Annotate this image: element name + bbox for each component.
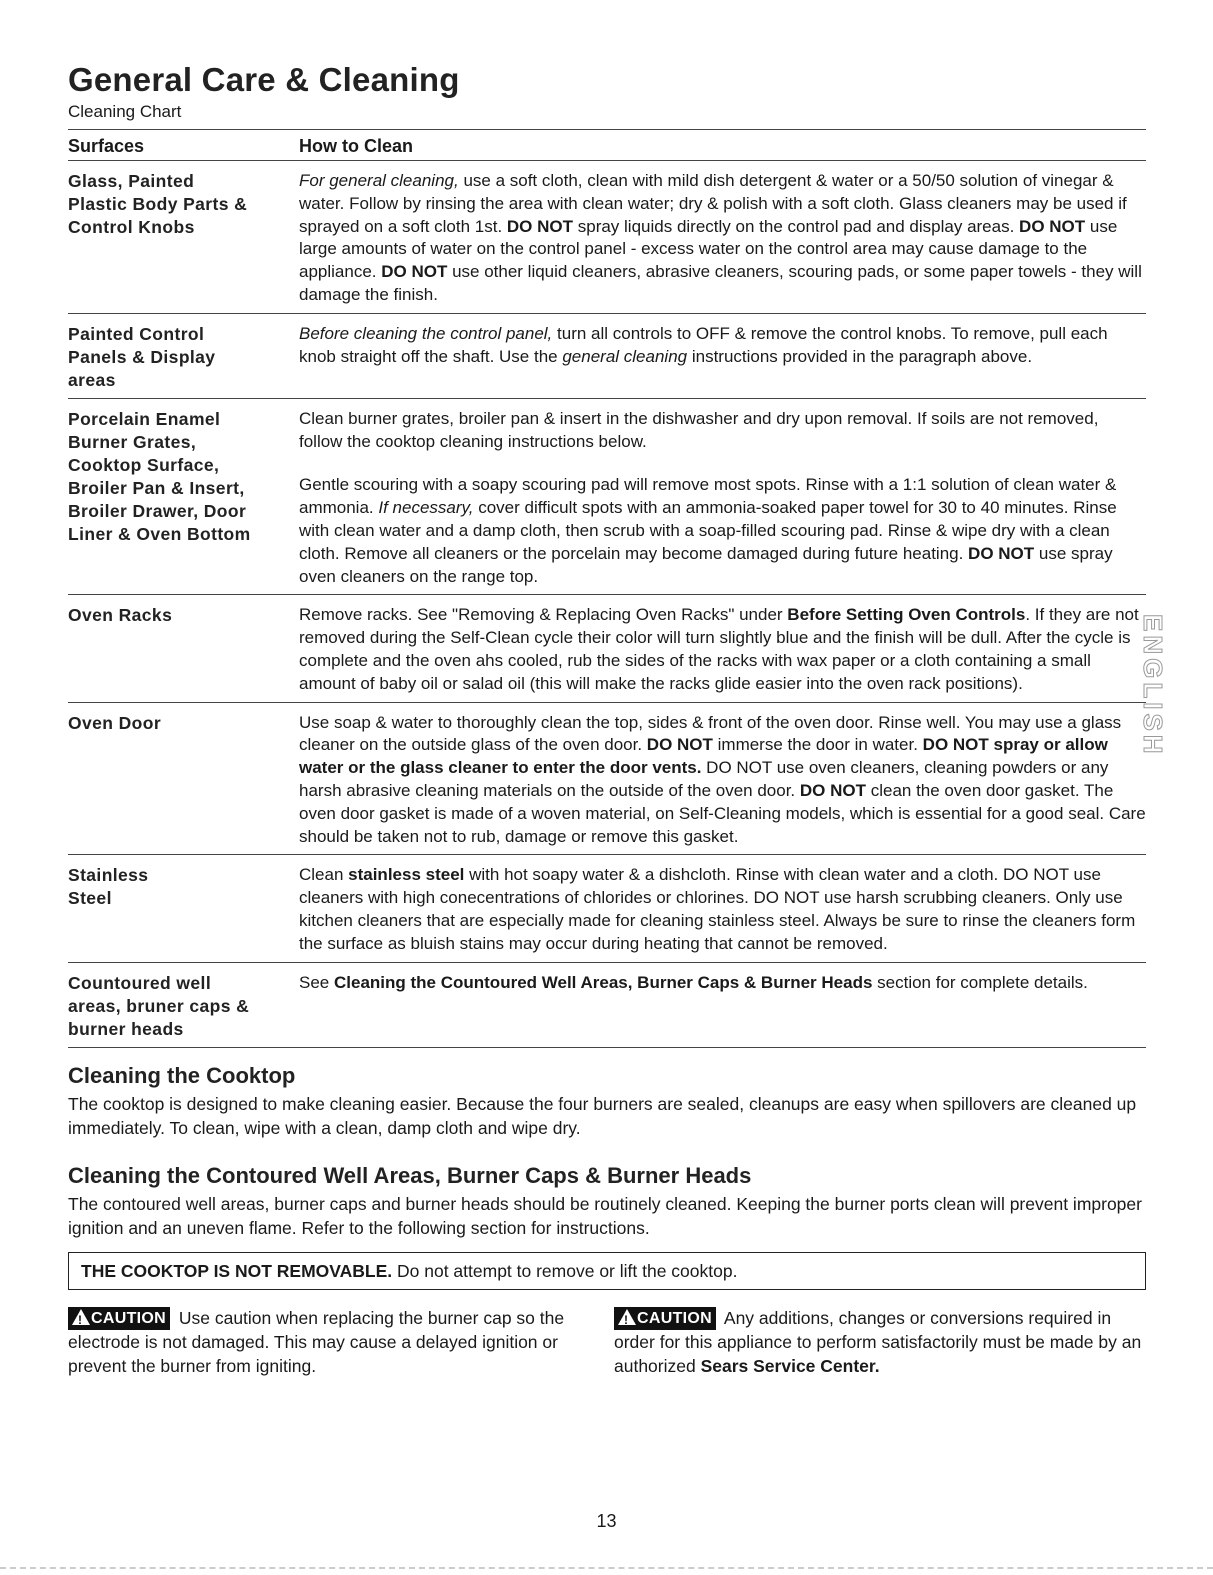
page-title: General Care & Cleaning bbox=[68, 61, 460, 98]
instruction-text: Before cleaning the control panel, bbox=[299, 323, 553, 343]
surface-line: areas bbox=[68, 369, 116, 390]
instruction-text: use a soft cloth, clean with mild dish detergent & water or a 50/50 solution of vinegar & water. Follow by rinsing the area with clean water; dry & polish with a soft cloth. Glass cleaners may be used if sprayed on a soft cloth 1st. bbox=[299, 171, 1127, 236]
instruction-text: DO NOT bbox=[1019, 216, 1086, 236]
instruction-text: Clean burner grates, broiler pan & insert in the dishwasher and dry upon removal. If soils are not removed, follow the cooktop cleaning instructions below. bbox=[299, 408, 1099, 451]
cleaning-instructions bbox=[299, 323, 1146, 392]
instruction-paragraph bbox=[299, 323, 1146, 369]
caution-left bbox=[68, 1306, 572, 1378]
surface-name bbox=[68, 604, 299, 695]
side-tab-label: ENGLISH bbox=[1138, 614, 1168, 758]
caution-badge bbox=[68, 1307, 170, 1330]
surface-line: Oven Racks bbox=[68, 605, 173, 626]
instruction-text: Use soap & water to thoroughly clean the top, sides & front of the oven door. Rinse well. You may use a glass cleaner on the outside glass of the oven door. bbox=[299, 712, 1122, 755]
chart-row bbox=[68, 963, 1146, 1048]
surface-line: Control Knobs bbox=[68, 217, 195, 237]
cleaning-chart bbox=[68, 161, 1146, 1048]
chart-row bbox=[68, 314, 1146, 399]
chart-row bbox=[68, 595, 1146, 702]
surface-line: Burner Grates, bbox=[68, 431, 197, 452]
surface-line: Broiler Drawer, Door bbox=[68, 500, 247, 521]
surface-line: burner heads bbox=[68, 1018, 184, 1039]
instruction-text: spray liquids directly on the control pad and display areas. bbox=[573, 216, 1020, 236]
surface-name bbox=[68, 972, 299, 1041]
surface-line: Panels & Display bbox=[68, 346, 216, 367]
instruction-paragraph bbox=[299, 474, 1146, 588]
cooktop-heading: Cleaning the Cooktop bbox=[68, 1062, 296, 1088]
instruction-text: DO NOT bbox=[968, 543, 1035, 563]
instruction-text: turn all controls to OFF & remove the control knobs. To remove, pull each knob straight off the shaft. Use the bbox=[299, 323, 1108, 366]
surface-line: Cooktop Surface, bbox=[68, 454, 220, 475]
instruction-paragraph bbox=[299, 972, 1146, 995]
cleaning-instructions bbox=[299, 170, 1146, 307]
page-number: 13 bbox=[596, 1511, 617, 1531]
instruction-paragraph bbox=[299, 864, 1146, 955]
instruction-text: Cleaning the Countoured Well Areas, Burner Caps & Burner Heads bbox=[333, 972, 873, 992]
chart-row bbox=[68, 399, 1146, 596]
page-edge bbox=[0, 1567, 1213, 1569]
contoured-body: The contoured well areas, burner caps and burner heads should be routinely cleaned. Keeping the burner ports clean will prevent improper ignition and an uneven flame. Refer to the following section for instructions. bbox=[68, 1193, 1142, 1238]
instruction-text: general cleaning bbox=[562, 346, 688, 366]
instruction-text: . If they are not removed during the Self-Clean cycle their color will turn slightly blue and the finish will be dull. After the cycle is complete and the oven ahs cooled, rub the sides of the racks with wax paper or a cloth containing a small amount of baby oil or salad oil (this will make the racks glide easier into the oven rack positions). bbox=[299, 605, 1139, 693]
chart-header bbox=[68, 129, 1146, 161]
instruction-text: Gentle scouring with a soapy scouring pad will remove most spots. Rinse with a 1:1 solution of clean water & ammonia. bbox=[299, 475, 1117, 518]
warning-triangle-icon bbox=[72, 1309, 90, 1325]
instruction-text: use other liquid cleaners, abrasive cleaners, scouring pads, or some paper towels - they will damage the finish. bbox=[299, 262, 1142, 304]
cautions bbox=[68, 1306, 1146, 1378]
instruction-text: section for complete details. bbox=[872, 972, 1088, 992]
surface-name bbox=[68, 170, 299, 307]
surface-name bbox=[68, 712, 299, 849]
chart-row bbox=[68, 161, 1146, 314]
cleaning-instructions bbox=[299, 972, 1146, 1041]
notice-bold: THE COOKTOP IS NOT REMOVABLE. bbox=[81, 1260, 393, 1281]
caution-left-text: Use caution when replacing the burner cap so the electrode is not damaged. This may cause a delayed ignition or prevent the burner from igniting. bbox=[68, 1307, 565, 1376]
caution-right-text: Any additions, changes or conversions required in order for this appliance to perform satisfactorily must be made by an authorized bbox=[614, 1307, 1142, 1376]
cleaning-instructions bbox=[299, 864, 1146, 955]
instruction-text: instructions provided in the paragraph above. bbox=[687, 346, 1033, 366]
instruction-text: DO NOT bbox=[381, 262, 448, 282]
notice-box bbox=[68, 1252, 1146, 1290]
caution-right-bold: Sears Service Center. bbox=[700, 1355, 880, 1376]
page bbox=[68, 60, 1146, 1378]
instruction-text: with hot soapy water & a dishcloth. Rinse with clean water and a cloth. DO NOT use cleaners with high conecentrations of chlorides or chlorines. DO NOT use harsh scrubbing cleaners. Only use kitchen cleaners that are especially made for cleaning stainless steel. Always be sure to rinse the cleaners form the surface as bluish stains may occur during heating that cannot be removed. bbox=[299, 865, 1136, 953]
caution-right bbox=[614, 1306, 1146, 1378]
surface-line: Broiler Pan & Insert, bbox=[68, 477, 245, 498]
warning-triangle-icon bbox=[618, 1309, 636, 1325]
surface-line: Stainless bbox=[68, 865, 149, 886]
surfaces-header: Surfaces bbox=[68, 136, 145, 156]
cleaning-instructions bbox=[299, 712, 1146, 849]
caution-badge bbox=[614, 1307, 716, 1330]
instruction-text: See bbox=[299, 972, 334, 992]
instruction-text: For general cleaning, bbox=[299, 171, 459, 190]
instruction-text: use spray oven cleaners on the range top. bbox=[299, 543, 1113, 586]
instruction-text: DO NOT bbox=[506, 216, 574, 236]
instruction-text: If necessary, bbox=[378, 498, 474, 518]
instruction-text: DO NOT spray or allow water or the glass cleaner to enter the door vents. bbox=[299, 735, 1108, 778]
surface-name bbox=[68, 323, 299, 392]
instruction-paragraph bbox=[299, 604, 1146, 695]
language-side-tab bbox=[1138, 566, 1210, 758]
instruction-text: DO NOT use oven cleaners, cleaning powders or any harsh abrasive cleaning materials on the outside of the oven door. bbox=[299, 758, 1109, 800]
surface-line: Plastic Body Parts & bbox=[68, 194, 248, 214]
instruction-paragraph bbox=[299, 408, 1146, 454]
chart-row bbox=[68, 703, 1146, 856]
how-to-clean-header: How to Clean bbox=[299, 136, 414, 156]
cleaning-instructions bbox=[299, 408, 1146, 589]
instruction-text: use large amounts of water on the control panel - excess water on the control area may cause damage to the appliance. bbox=[299, 216, 1118, 282]
instruction-text: Remove racks. See "Removing & Replacing Oven Racks" under bbox=[299, 605, 788, 625]
cooktop-body: The cooktop is designed to make cleaning easier. Because the four burners are sealed, cleanups are easy when spillovers are cleaned up immediately. To clean, wipe with a clean, damp cloth and wipe dry. bbox=[68, 1093, 1137, 1138]
surface-line: areas, bruner caps & bbox=[68, 995, 250, 1016]
surface-line: Oven Door bbox=[68, 712, 162, 733]
surface-line: Liner & Oven Bottom bbox=[68, 523, 251, 544]
chart-row bbox=[68, 855, 1146, 962]
instruction-paragraph bbox=[299, 712, 1146, 849]
surface-line: Porcelain Enamel bbox=[68, 408, 221, 429]
caution-label: CAUTION bbox=[91, 1309, 166, 1327]
surface-line: Steel bbox=[68, 888, 112, 909]
instruction-text: DO NOT bbox=[799, 780, 866, 800]
instruction-text: cover difficult spots with an ammonia-soaked paper towel for 30 to 40 minutes. Rinse with clean water and a damp cloth, then scrub with a soap-filled scouring pad. Rinse & wipe dry with a clean cloth. Remove all cleaners or the porcelain may become damaged during future heating. bbox=[299, 498, 1117, 563]
instruction-text: clean the oven door gasket. The oven door gasket is made of a woven material, on Self-Cleaning models, which is essential for a good seal. Care should be taken not to rub, damage or remove this gasket. bbox=[299, 780, 1146, 846]
cleaning-instructions bbox=[299, 604, 1146, 695]
instruction-text: stainless steel bbox=[348, 865, 465, 885]
caution-label: CAUTION bbox=[637, 1309, 712, 1327]
surface-line: Glass, Painted bbox=[68, 171, 195, 191]
contoured-heading: Cleaning the Contoured Well Areas, Burner Caps & Burner Heads bbox=[68, 1162, 752, 1188]
notice-text: Do not attempt to remove or lift the cooktop. bbox=[392, 1260, 738, 1281]
instruction-paragraph bbox=[299, 170, 1146, 307]
surface-line: Countoured well bbox=[68, 972, 212, 993]
surface-name bbox=[68, 864, 299, 955]
page-subtitle: Cleaning Chart bbox=[68, 102, 182, 121]
instruction-text: Before Setting Oven Controls bbox=[787, 605, 1026, 625]
instruction-text: immerse the door in water. bbox=[712, 735, 923, 755]
instruction-text: Clean bbox=[299, 865, 349, 885]
surface-name bbox=[68, 408, 299, 589]
instruction-text: DO NOT bbox=[646, 735, 713, 755]
surface-line: Painted Control bbox=[68, 323, 205, 344]
